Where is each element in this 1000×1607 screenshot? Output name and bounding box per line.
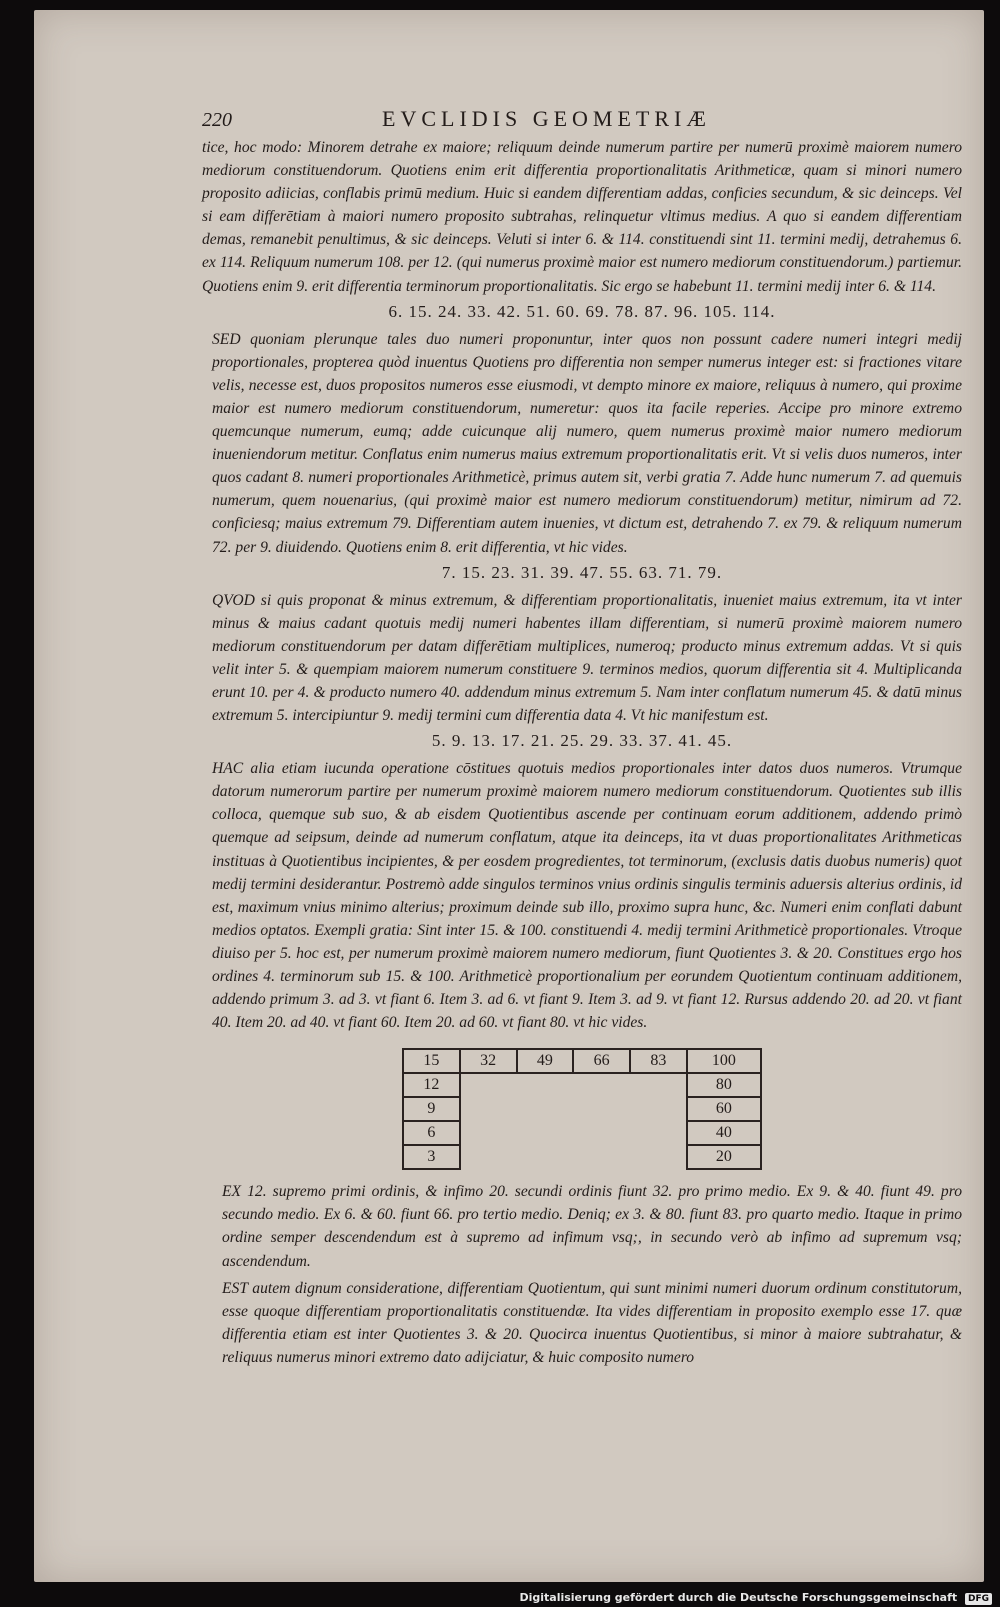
page-number: 220 — [202, 109, 232, 131]
dfg-logo-icon: DFG — [965, 1593, 992, 1605]
quotient-table — [402, 1048, 762, 1170]
digitization-credit — [519, 1591, 992, 1605]
paragraph-1: tice, hoc modo: Minorem detrahe ex maiore; reliquum deinde numerum partire per numerū proximè maiorem numero mediorum constituendorum. Quotiens enim erit differentia proportionalitatis Arithmeticæ, quam si minori numero proposito adiicias, conflabis primū medium. Huic si eandem differentiam addas, conficies secundum, & sic deinceps. Vel si eam differētiam à maiori numero proposito subtrahas, relinquetur vltimus medius. A quo si eandem differentiam demas, remanebit penultimus, & sic deinceps. Veluti si inter 6. & 114. constituendi sint 11. termini medij, detrahemus 6. ex 114. Reliquum numerum 108. per 12. (qui numerus proximè maior est numero mediorum constituendorum.) partiemur. Quotiens enim 9. erit differentia terminorum proportionalitatis. Sic ergo se habebunt 11. termini medij inter 6. & 114. — [202, 139, 962, 295]
table-blank — [460, 1073, 687, 1097]
table-cell: 49 — [517, 1049, 574, 1073]
paragraph-4: HAC alia etiam iucunda operatione cōstitues quotuis medios proportionales inter datos duos numeros. Vtrumque datorum numerorum partire per numerum proximè maiorem numero mediorum constituendorum. Quotientes sub illis colloca, quemque sub suo, & ab eisdem Quotientibus ascende per continuam eorum additionem, addendo primò quemque ad seipsum, deinde ad numerum conflatum, atque ita deinceps, ita vt duas proportionalitates Arithmeticas instituas à Quotientibus incipientes, & per eosdem progredientes, tot terminorum, (exclusis datis duobus numeris) quot medij termini desiderantur. Postremò adde singulos terminos vnius ordinis singulis terminis aduersis alterius ordinis, id est, maximum vnius minimo alterius; proximum deinde sub illo, proximo supra hunc, &c. Numeri enim conflati dabunt medios optatos. Exempli gratia: Sint inter 15. & 100. constituendi 4. medij termini Arithmeticè proportionales. Vtroque diuiso per 5. hoc est, per numerum proximè maiorem numero mediorum, fiunt Quotientes 3. & 20. Constitues ergo hos ordines 4. terminorum sub 15. & 100. Arithmeticè proportionalium per eorundem Quotientum continuam additionem, addendo primum 3. ad 3. vt fiant 6. Item 3. ad 6. vt fiant 9. Item 3. ad 9. vt fiant 12. Rursus addendo 20. ad 20. vt fiant 40. Item 20. ad 40. vt fiant 60. Item 20. ad 60. vt fiant 80. vt hic vides. — [212, 760, 962, 1032]
sequence-1: 6. 15. 24. 33. 42. 51. 60. 69. 78. 87. 96. 105. 114. — [388, 301, 776, 321]
table-cell: 100 — [687, 1049, 761, 1073]
paragraph-2: SED quoniam plerunque tales duo numeri proponuntur, inter quos non possunt cadere numeri integri medij proportionales, propterea quòd inuentus Quotiens pro differentia non semper numerus integer est: si fractiones vitare velis, necesse est, duos propositos numeros esse eiusmodi, vt dempto minore ex maiore, reliquus à numero, qui proxime maior est numero mediorum constituendorum, numeretur: quos ita facile reperies. Accipe pro minore extremo quemcunque numerum, eumq; adde cuicunque alij numero, quem numerus proximè maior numero mediorum inueniendorum metitur. Conflatus enim numerus maius extremum proportionalitatis erit. Vt si velis duos numeros, inter quos cadant 8. numeri proportionales Arithmeticè, primus autem sit, verbi gratia 7. Adde hunc numerum 7. ad quemuis numerum, quem nouenarius, (qui proximè maior est numero mediorum constituendorum) metitur, nimirum ad 72. conficiesq; maius extremum 79. Differentiam autem inuenies, vt dictum est, detrahendo 7. ex 79. & reliquum numerum 72. per 9. diuidendo. Quotiens enim 8. erit differentia, vt hic vides. — [212, 330, 962, 556]
book-page — [34, 10, 984, 1582]
table-blank — [460, 1145, 687, 1169]
table-row — [403, 1049, 761, 1073]
table-row — [403, 1145, 761, 1169]
table-cell: 9 — [403, 1097, 460, 1121]
page-content — [202, 106, 962, 1369]
table-blank — [460, 1097, 687, 1121]
table-row — [403, 1121, 761, 1145]
table-cell: 32 — [460, 1049, 517, 1073]
paragraph-3: QVOD si quis proponat & minus extremum, & differentiam proportionalitatis, inueniet maius extremum, ita vt inter minus & maius cadant quotuis medij numeri habentes illam differentiam, si numerū proximè maiorem numero mediorum constituendorum per datam differētiam multiplices, numeroq; producto minus extremum addas. Vt si quis velit inter 5. & quempiam maiorem numerum constituere 9. terminos medios, quorum differentia sit 4. Multiplicanda erunt 10. per 4. & producto numero 40. addendum minus extremum 5. Nam inter conflatum numerum 45. & datū minus extremum 5. intercipiuntur 9. medij termini cum differentia data 4. Vt hic manifestum est. — [212, 591, 962, 725]
page-header — [202, 106, 962, 136]
quotient-table-wrap — [202, 1048, 962, 1170]
running-head: EVCLIDIS GEOMETRIÆ — [382, 106, 711, 131]
table-cell: 12 — [403, 1073, 460, 1097]
table-cell: 6 — [403, 1121, 460, 1145]
table-cell: 15 — [403, 1049, 460, 1073]
table-row — [403, 1073, 761, 1097]
table-cell: 83 — [630, 1049, 687, 1073]
table-row — [403, 1097, 761, 1121]
table-blank — [460, 1121, 687, 1145]
table-cell: 3 — [403, 1145, 460, 1169]
paragraph-5: EX 12. supremo primi ordinis, & infimo 20. secundi ordinis fiunt 32. pro primo medio. Ex 9. & 40. fiunt 49. pro secundo medio. Ex 6. & 60. fiunt 66. pro tertio medio. Deniq; ex 3. & 80. fiunt 83. pro quarto medio. Itaque in primo ordine semper descendendum est à supremo ad infimum vsq;, in secundo verò ab infimo ad supremum vsq; ascendendum. — [222, 1183, 962, 1270]
sequence-2: 7. 15. 23. 31. 39. 47. 55. 63. 71. 79. — [441, 562, 723, 582]
paragraph-6: EST autem dignum consideratione, differentiam Quotientum, qui sunt minimi numeri duorum ordinum constitutorum, esse quoque differentiam proportionalitatis constituendæ. Ita vides differentiam in proposito exemplo esse 17. quæ differentia etiam est inter Quotientes 3. & 20. Quocirca inuentus Quotientibus, si minor à maiore subtrahatur, & reliquus numerus minori extremo dato adijciatur, & huic composito numero — [222, 1279, 962, 1366]
table-cell: 60 — [687, 1097, 761, 1121]
credit-text: Digitalisierung gefördert durch die Deutsche Forschungsgemeinschaft — [519, 1591, 958, 1604]
table-cell: 66 — [573, 1049, 630, 1073]
table-cell: 20 — [687, 1145, 761, 1169]
table-cell: 80 — [687, 1073, 761, 1097]
table-cell: 40 — [687, 1121, 761, 1145]
sequence-3: 5. 9. 13. 17. 21. 25. 29. 33. 37. 41. 45. — [431, 731, 733, 751]
